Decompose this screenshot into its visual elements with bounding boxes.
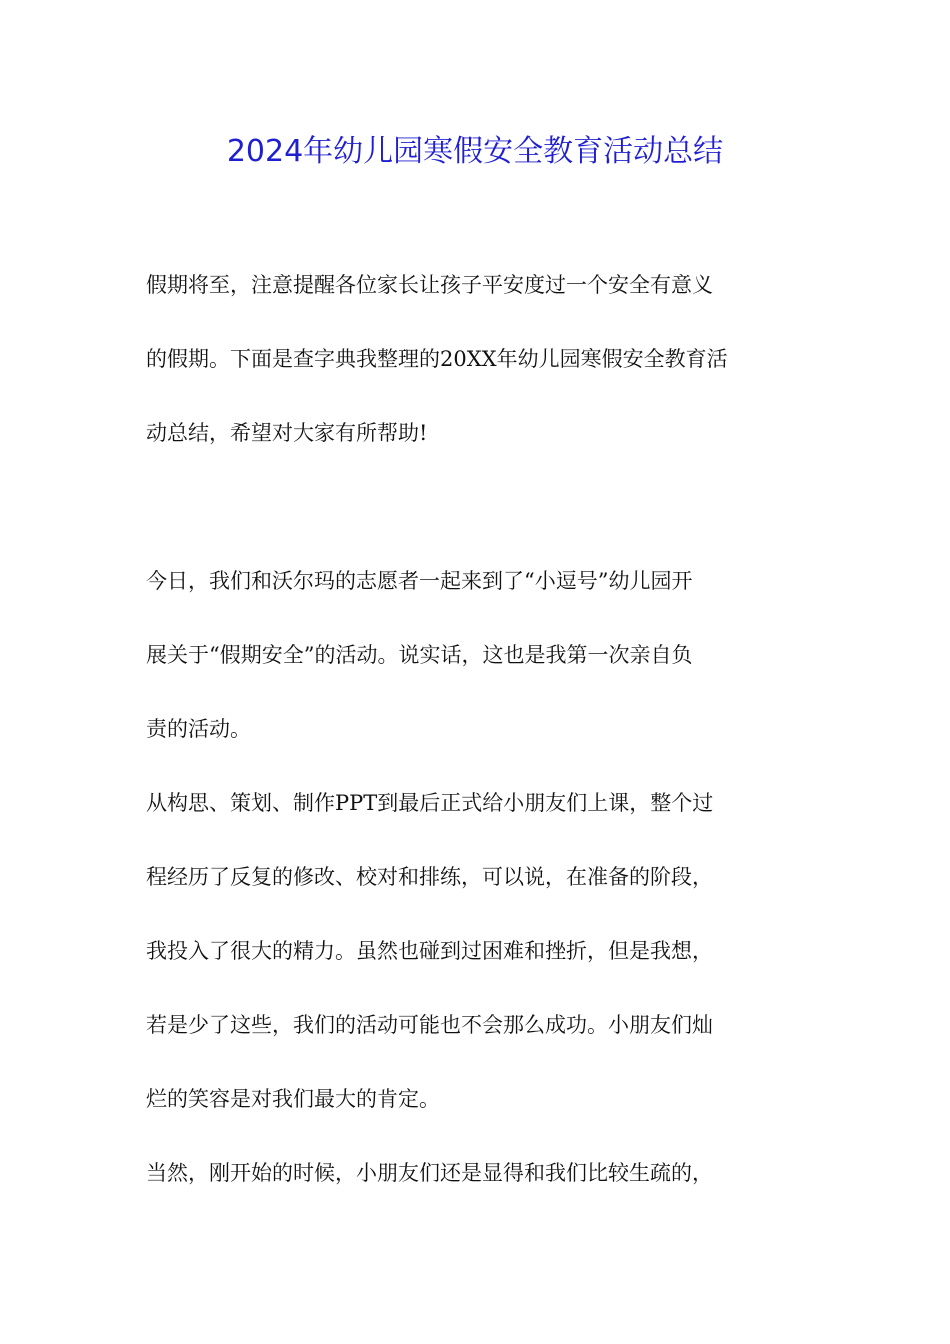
- paragraph-line: 从构思、策划、制作PPT到最后正式给小朋友们上课，整个过: [146, 791, 714, 815]
- paragraph-line: 责的活动。: [146, 717, 251, 741]
- paragraph-line: 动总结，希望对大家有所帮助!: [146, 421, 428, 445]
- paragraph-line: 今日，我们和沃尔玛的志愿者一起来到了“小逗号”幼儿园开: [146, 569, 693, 593]
- paragraph-line: 当然，刚开始的时候，小朋友们还是显得和我们比较生疏的，: [146, 1161, 713, 1185]
- paragraph-line: 若是少了这些，我们的活动可能也不会那么成功。小朋友们灿: [146, 1013, 713, 1037]
- paragraph-line: 的假期。下面是查字典我整理的20XX年幼儿园寒假安全教育活: [146, 347, 728, 371]
- paragraph-line: 我投入了很大的精力。虽然也碰到过困难和挫折，但是我想，: [146, 939, 713, 963]
- document-title: 2024年幼儿园寒假安全教育活动总结: [226, 134, 724, 169]
- paragraph-line: 展关于“假期安全”的活动。说实话，这也是我第一次亲自负: [146, 643, 693, 667]
- paragraph-line: 程经历了反复的修改、校对和排练，可以说，在准备的阶段，: [146, 865, 713, 889]
- paragraph-line: 假期将至，注意提醒各位家长让孩子平安度过一个安全有意义: [146, 273, 713, 297]
- paragraph-line: 烂的笑容是对我们最大的肯定。: [146, 1087, 440, 1111]
